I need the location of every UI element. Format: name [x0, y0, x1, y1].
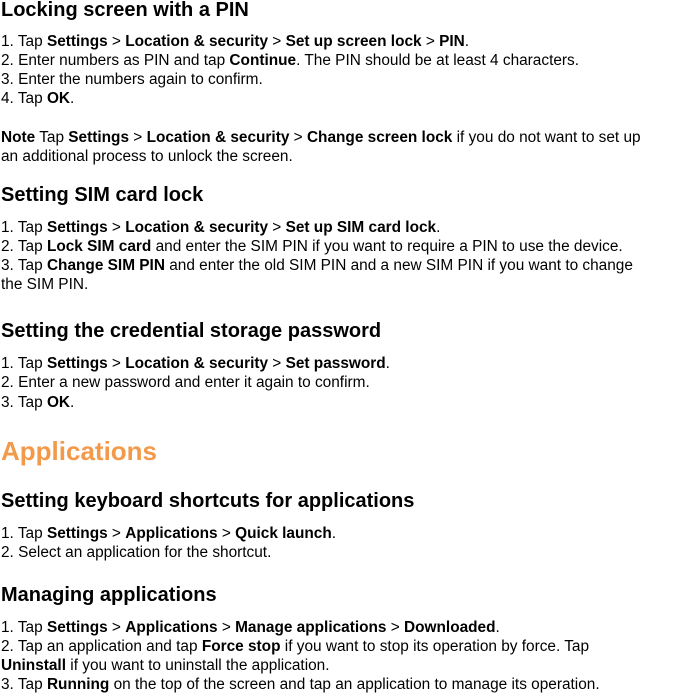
- section-title-shortcuts: Setting keyboard shortcuts for applications: [1, 490, 415, 512]
- section-title-sim: Setting SIM card lock: [1, 184, 204, 206]
- cred-step-3: 3. Tap OK.: [1, 394, 75, 411]
- pin-note-line-2: an additional process to unlock the screen.: [1, 148, 293, 165]
- sim-step-3: 3. Tap Change SIM PIN and enter the old SIM PIN and a new SIM PIN if you want to change: [1, 257, 633, 274]
- cred-step-2: 2. Enter a new password and enter it again to confirm.: [1, 374, 370, 391]
- manage-step-1: 1. Tap Settings > Applications > Manage applications > Downloaded.: [1, 619, 500, 636]
- pin-note: Note Tap Settings > Location & security > Change screen lock if you do not want to set up: [1, 129, 641, 146]
- pin-step-4: 4. Tap OK.: [1, 90, 75, 107]
- section-title-pin: Locking screen with a PIN: [1, 0, 249, 21]
- pin-step-2: 2. Enter numbers as PIN and tap Continue. The PIN should be at least 4 characters.: [1, 52, 579, 69]
- manage-step-2: 2. Tap an application and tap Force stop if you want to stop its operation by force. Tap: [1, 638, 590, 655]
- manage-step-2-line-2: Uninstall if you want to uninstall the application.: [1, 657, 330, 674]
- section-title-managing: Managing applications: [1, 584, 217, 606]
- pin-step-1: 1. Tap Settings > Location & security > Set up screen lock > PIN.: [1, 33, 470, 50]
- chapter-title-applications: Applications: [1, 436, 158, 466]
- sim-step-3-line-2: the SIM PIN.: [1, 276, 89, 293]
- sim-step-1: 1. Tap Settings > Location & security > Set up SIM card lock.: [1, 219, 441, 236]
- cred-step-1: 1. Tap Settings > Location & security > Set password.: [1, 355, 390, 372]
- pin-step-3: 3. Enter the numbers again to confirm.: [1, 71, 263, 88]
- sim-step-2: 2. Tap Lock SIM card and enter the SIM PIN if you want to require a PIN to use the device.: [1, 238, 623, 255]
- shortcuts-step-2: 2. Select an application for the shortcut.: [1, 544, 272, 561]
- shortcuts-step-1: 1. Tap Settings > Applications > Quick launch.: [1, 525, 337, 542]
- section-title-credential: Setting the credential storage password: [1, 320, 382, 342]
- manage-step-3: 3. Tap Running on the top of the screen and tap an application to manage its operation.: [1, 676, 600, 693]
